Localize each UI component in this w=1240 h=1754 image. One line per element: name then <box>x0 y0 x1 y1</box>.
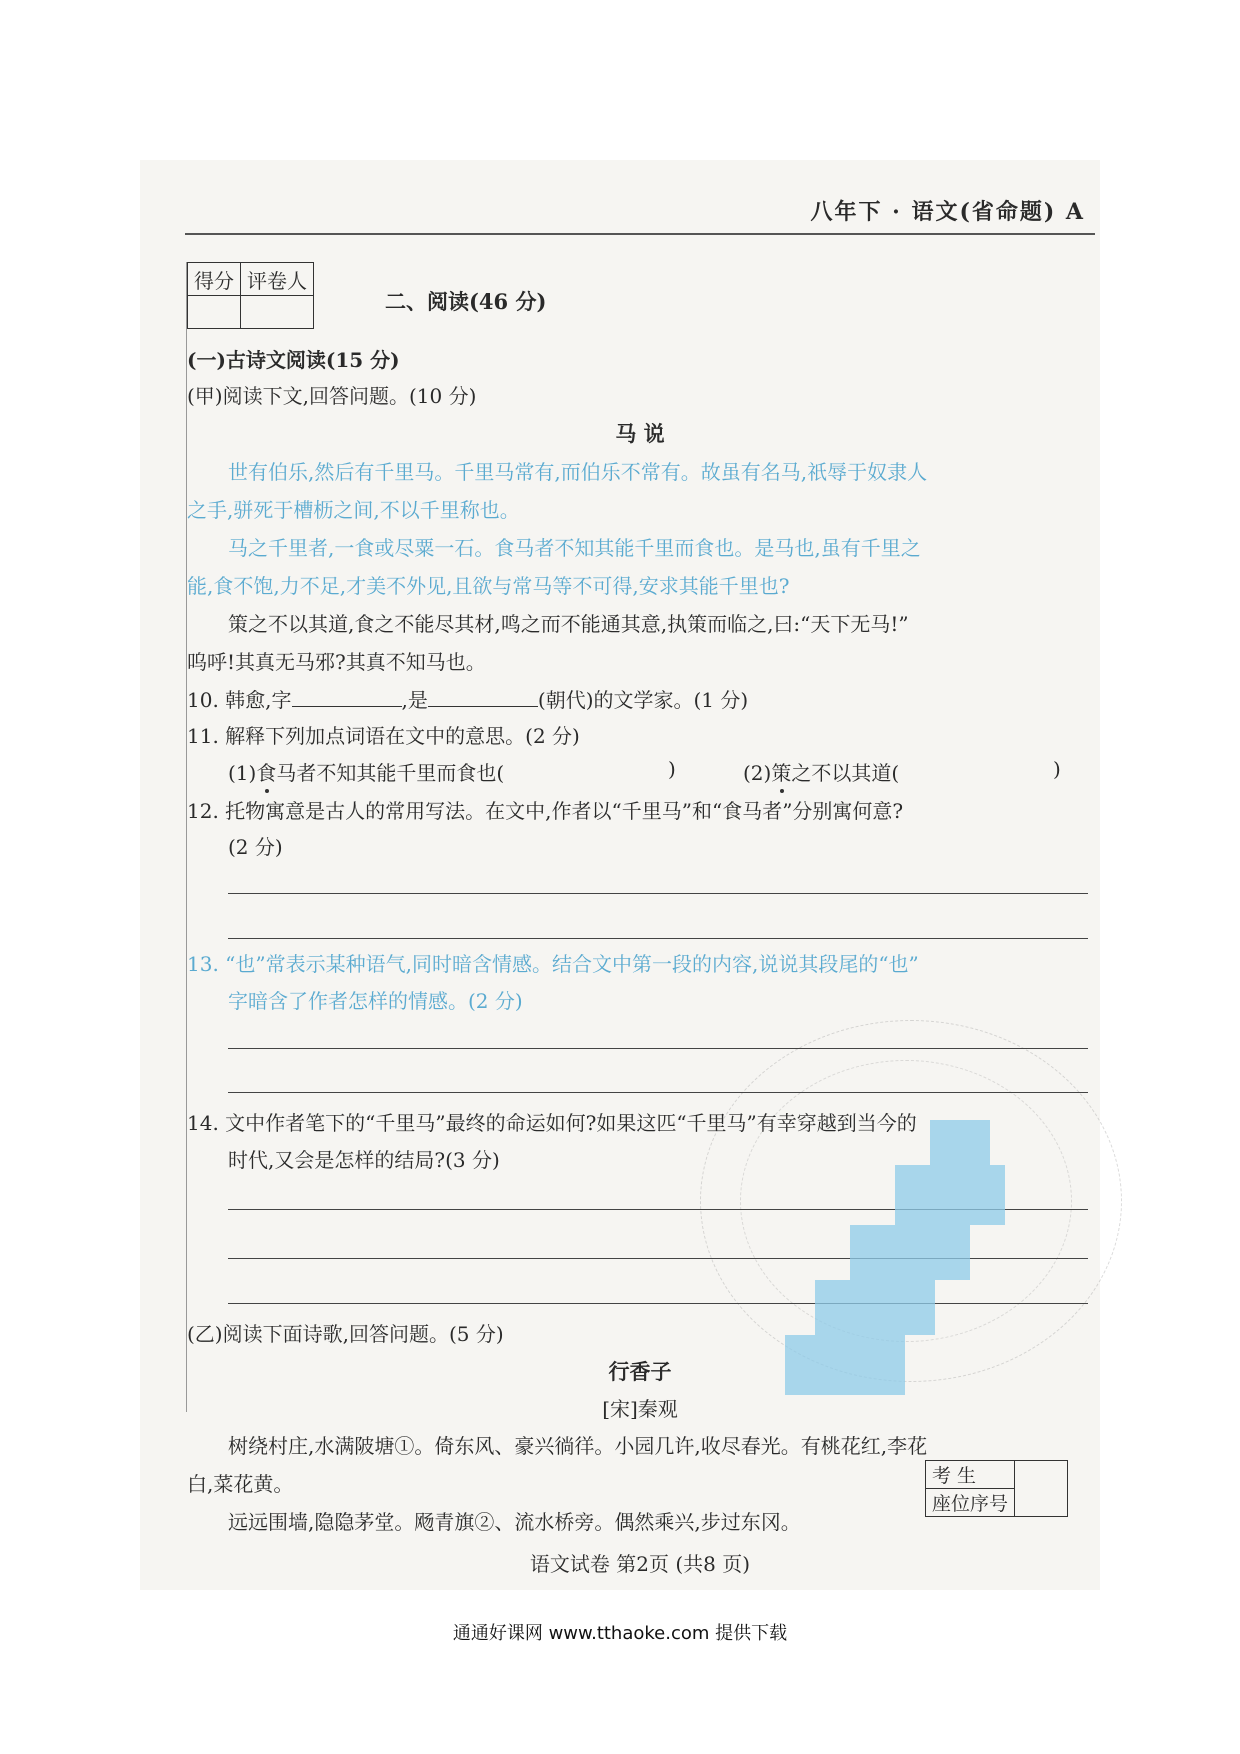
page-footer: 语文试卷 第2页 (共8 页) <box>529 1552 751 1576</box>
question-10 <box>187 684 748 713</box>
q11-dotted-word-2: 策 <box>771 761 792 785</box>
seat-label-1: 考 生 <box>926 1461 1015 1489</box>
poem-author: [宋]秦观 <box>602 1397 678 1421</box>
question-14-line1: 14. 文中作者笔下的“千里马”最终的命运如何?如果这匹“千里马”有幸穿越到当今的 <box>187 1111 917 1135</box>
question-11: 11. 解释下列加点词语在文中的意思。(2 分) <box>187 724 580 748</box>
question-12-line2: (2 分) <box>228 835 283 859</box>
poem-title: 行香子 <box>608 1359 672 1384</box>
q11-sub-2: (2)策之不以其道( <box>743 761 900 785</box>
grader-label: 评卷人 <box>241 263 314 296</box>
q12-answer-line-1[interactable] <box>228 893 1088 894</box>
score-label: 得分 <box>188 263 241 296</box>
q10-blank-2[interactable] <box>428 686 538 707</box>
passage-p2a: 马之千里者,一食或尽粟一石。食马者不知其能千里而食也。是马也,虽有千里之 <box>228 536 921 560</box>
question-14-line2: 时代,又会是怎样的结局?(3 分) <box>228 1148 500 1172</box>
poem-line-2: 白,菜花黄。 <box>187 1472 294 1496</box>
section-title: 二、阅读(46 分) <box>385 289 547 314</box>
question-13-line1: 13. “也”常表示某种语气,同时暗含情感。结合文中第一段的内容,说说其段尾的“也” <box>187 952 919 976</box>
score-table <box>187 262 314 329</box>
grader-cell <box>241 296 314 329</box>
passage-p3a: 策之不以其道,食之不能尽其材,鸣之而不能通其意,执策而临之,曰:“天下无马!” <box>228 612 909 636</box>
passage-p3b: 呜呼!其真无马邪?其真不知马也。 <box>187 650 486 674</box>
q10-part-a: 10. 韩愈,字 <box>187 688 292 712</box>
score-cell <box>188 296 241 329</box>
q11-sub-1: (1)食马者不知其能千里而食也( <box>228 761 505 785</box>
partA-instruction: (甲)阅读下文,回答问题。(10 分) <box>187 384 477 408</box>
q11-dotted-word-1: 食 <box>256 761 277 785</box>
passage-p2b: 能,食不饱,力不足,才美不外见,且欲与常马等不可得,安求其能千里也? <box>187 574 790 598</box>
header-title: 八年下 · 语文(省命题) A <box>810 199 1085 225</box>
poem-line-1: 树绕村庄,水满陂塘①。倚东风、豪兴徜徉。小园几许,收尽春光。有桃花红,李花 <box>228 1434 928 1458</box>
passage-p1a: 世有伯乐,然后有千里马。千里马常有,而伯乐不常有。故虽有名马,祇辱于奴隶人 <box>228 460 928 484</box>
q11-sub-2-close: ) <box>1053 757 1061 781</box>
passage-p1b: 之手,骈死于槽枥之间,不以千里称也。 <box>187 498 520 522</box>
seat-label-2: 座位序号 <box>926 1489 1015 1517</box>
question-12-line1: 12. 托物寓意是古人的常用写法。在文中,作者以“千里马”和“食马者”分别寓何意? <box>187 799 904 823</box>
redaction-blur <box>815 1280 935 1335</box>
redaction-blur <box>930 1120 990 1165</box>
seat-number-table <box>925 1460 1068 1517</box>
question-13-line2: 字暗含了作者怎样的情感。(2 分) <box>228 989 523 1013</box>
part1-title: (一)古诗文阅读(15 分) <box>187 348 400 372</box>
poem-line-3: 远远围墙,隐隐茅堂。飏青旗②、流水桥旁。偶然乘兴,步过东冈。 <box>228 1510 801 1534</box>
passage-title: 马 说 <box>615 421 665 446</box>
redaction-blur <box>850 1225 970 1280</box>
q13-answer-line-2[interactable] <box>228 1092 1088 1093</box>
partB-instruction: (乙)阅读下面诗歌,回答问题。(5 分) <box>187 1322 504 1346</box>
q10-part-b: ,是 <box>401 688 428 712</box>
site-footer: 通通好课网 www.tthaoke.com 提供下载 <box>452 1623 788 1644</box>
header-rule <box>185 233 1095 235</box>
q11-sub-1-close: ) <box>668 757 676 781</box>
q12-answer-line-2[interactable] <box>228 938 1088 939</box>
q10-blank-1[interactable] <box>292 686 402 707</box>
q10-part-c: (朝代)的文学家。(1 分) <box>537 688 749 712</box>
seat-number-cell[interactable] <box>1015 1461 1068 1517</box>
q13-answer-line-1[interactable] <box>228 1048 1088 1049</box>
q14-answer-line-3[interactable] <box>228 1303 1088 1304</box>
redaction-blur <box>895 1165 1005 1225</box>
